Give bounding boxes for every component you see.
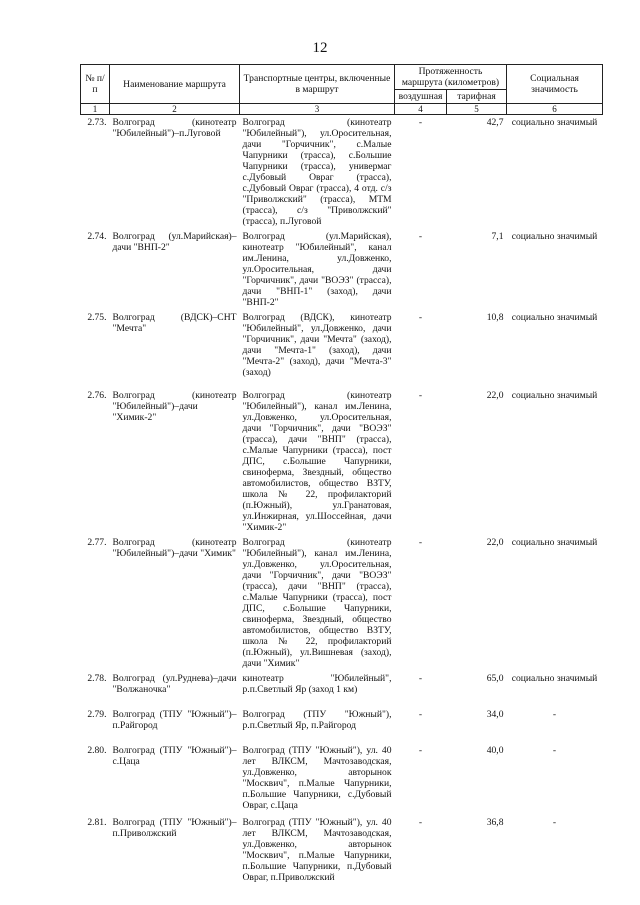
route-centers: Волгоград (кинотеатр "Юбилейный"), канал им.Ленина, ул.Довженко, ул.Оросительная, дачи "Горчичник", дачи "ВОЭЗ" (трасса), дачи "ВНП" (трасса), с.Малые Чапурники (трасса), пост ДПС, с.Большие Чапурники, свиноферма, Звездный, общество автомобилистов, общество ВЗТУ, школа № 22, профилакторий (п.Южный), ул.Гранатовая, ул.Инжирная, ул.Шоссейная, дачи "Химик-2": [242, 390, 392, 533]
route-tariff-length: 7,1: [491, 231, 504, 242]
route-number: 2.73.: [87, 117, 107, 128]
route-tariff-length: 40,0: [486, 745, 504, 756]
column-number: 2: [110, 104, 240, 115]
route-name: Волгоград (ТПУ "Южный")–с.Цаца: [112, 745, 237, 767]
header-name: Наименование маршрута: [110, 65, 240, 104]
header-num: № п/п: [81, 65, 110, 104]
route-tariff-length: 22,0: [486, 390, 504, 401]
route-centers: Волгоград (ВДСК), кинотеатр "Юбилейный", ул.Довженко, дачи "Горчичник", дачи "Мечта" (заход), дачи "Мечта-1" (заход), дачи "Мечта-2" (заход), дачи "Мечта-3" (заход): [242, 312, 392, 378]
table-row: [81, 310, 603, 388]
route-number: 2.78.: [87, 673, 107, 684]
route-number: 2.77.: [87, 537, 107, 548]
route-air-length: -: [418, 537, 423, 548]
column-number: 1: [81, 104, 110, 115]
column-number: 4: [395, 104, 447, 115]
route-centers: Волгоград (ТПУ "Южный"), р.п.Светлый Яр, п.Райгород: [242, 709, 392, 731]
route-centers: Волгоград (ТПУ "Южный"), ул. 40 лет ВЛКСМ, Мачтозаводская, ул.Довженко, авторынок "Москвич", п.Малые Чапурники, п.Большие Чапурники, п.Дубовый Овраг, п.Приволжский: [242, 817, 392, 883]
route-air-length: -: [418, 390, 423, 401]
header-centers: Транспортные центры, включенные в маршрут: [240, 65, 395, 104]
column-number: 6: [507, 104, 603, 115]
route-number: 2.76.: [87, 390, 107, 401]
route-centers: Волгоград (ТПУ "Южный"), ул. 40 лет ВЛКСМ, Мачтозаводская, ул.Довженко, авторынок "Москвич", п.Малые Чапурники, п.Большие Чапурники, с.Дубовый Овраг, с.Цаца: [242, 745, 392, 811]
column-number: 5: [447, 104, 507, 115]
route-social-significance: социально значимый: [511, 117, 598, 128]
route-name: Волгоград (кинотеатр "Юбилейный")–п.Луговой: [112, 117, 237, 139]
route-air-length: -: [418, 312, 423, 323]
route-tariff-length: 22,0: [486, 537, 504, 548]
route-name: Волгоград (ТПУ "Южный")–п.Райгород: [112, 709, 237, 731]
route-name: Волгоград (кинотеатр "Юбилейный")–дачи "Химик-2": [112, 390, 237, 423]
route-tariff-length: 10,8: [486, 312, 504, 323]
table-row: [81, 535, 603, 671]
table-row: [81, 743, 603, 815]
header-social: Социальная значимость: [507, 65, 603, 104]
route-tariff-length: 65,0: [486, 673, 504, 684]
table-row: [81, 115, 603, 230]
route-number: 2.80.: [87, 745, 107, 756]
route-air-length: -: [418, 709, 423, 720]
column-number: 3: [240, 104, 395, 115]
table-row: [81, 388, 603, 535]
route-air-length: -: [418, 117, 423, 128]
route-centers: Волгоград (кинотеатр "Юбилейный"), ул.Оросительная, дачи "Горчичник", с.Малые Чапурники (трасса), с.Большие Чапурники (трасса), универмаг с.Дубовый Овраг (трасса), с.Дубовый Овраг (трасса), 4 отд. с/з "Приволжский" (трасса), МТМ (трасса), с/з "Приволжский" (трасса), п.Луговой: [242, 117, 392, 227]
route-social-significance: -: [552, 817, 557, 828]
route-number: 2.74.: [87, 231, 107, 242]
route-centers: кинотеатр "Юбилейный", р.п.Светлый Яр (заход 1 км): [242, 673, 392, 695]
route-social-significance: социально значимый: [511, 537, 598, 548]
header-air: воздушная: [395, 90, 447, 104]
table-row: [81, 707, 603, 743]
route-air-length: -: [418, 673, 423, 684]
table-body: [81, 115, 603, 888]
route-name: Волгоград (ТПУ "Южный")–п.Приволжский: [112, 817, 237, 839]
route-air-length: -: [418, 231, 423, 242]
table-header: [81, 65, 603, 115]
route-number: 2.75.: [87, 312, 107, 323]
route-tariff-length: 42,7: [486, 117, 504, 128]
route-tariff-length: 34,0: [486, 709, 504, 720]
route-air-length: -: [418, 817, 423, 828]
route-name: Волгоград (ул.Руднева)–дачи "Волжаночка": [112, 673, 237, 695]
table-row: [81, 671, 603, 707]
route-name: Волгоград (кинотеатр "Юбилейный")–дачи "Химик": [112, 537, 237, 559]
header-length: Протяженность маршрута (километров): [395, 65, 507, 90]
routes-table: [80, 64, 603, 887]
route-centers: Волгоград (кинотеатр "Юбилейный"), канал им.Ленина, ул.Довженко, ул.Оросительная, дачи "Горчичник", дачи "ВОЭЗ" (трасса), дачи "ВНП" (трасса), с.Малые Чапурники (трасса), пост ДПС, с.Большие Чапурники, свиноферма, Звездный, общество автомобилистов, общество ВЗТУ, школа № 22, профилакторий (п.Южный), ул.Вишневая (заход), дачи "Химик": [242, 537, 392, 669]
header-tariff: тарифная: [447, 90, 507, 104]
route-number: 2.81.: [87, 817, 107, 828]
route-social-significance: -: [552, 745, 557, 756]
route-social-significance: социально значимый: [511, 390, 598, 401]
table-row: [81, 229, 603, 310]
table-row: [81, 815, 603, 887]
route-tariff-length: 36,8: [486, 817, 504, 828]
route-air-length: -: [418, 745, 423, 756]
route-name: Волгоград (ВДСК)–СНТ "Мечта": [112, 312, 237, 334]
route-social-significance: социально значимый: [511, 673, 598, 684]
route-social-significance: социально значимый: [511, 312, 598, 323]
route-name: Волгоград (ул.Марийская)–дачи "ВНП-2": [112, 231, 237, 253]
route-centers: Волгоград (ул.Марийская), кинотеатр "Юбилейный", канал им.Ленина, ул.Довженко, ул.Оросительная, дачи "Горчичник", дачи "ВОЭЗ" (трасса), дачи "ВНП-1" (заход), дачи "ВНП-2": [242, 231, 392, 308]
route-number: 2.79.: [87, 709, 107, 720]
page-number: 12: [312, 40, 328, 56]
route-social-significance: -: [552, 709, 557, 720]
route-social-significance: социально значимый: [511, 231, 598, 242]
